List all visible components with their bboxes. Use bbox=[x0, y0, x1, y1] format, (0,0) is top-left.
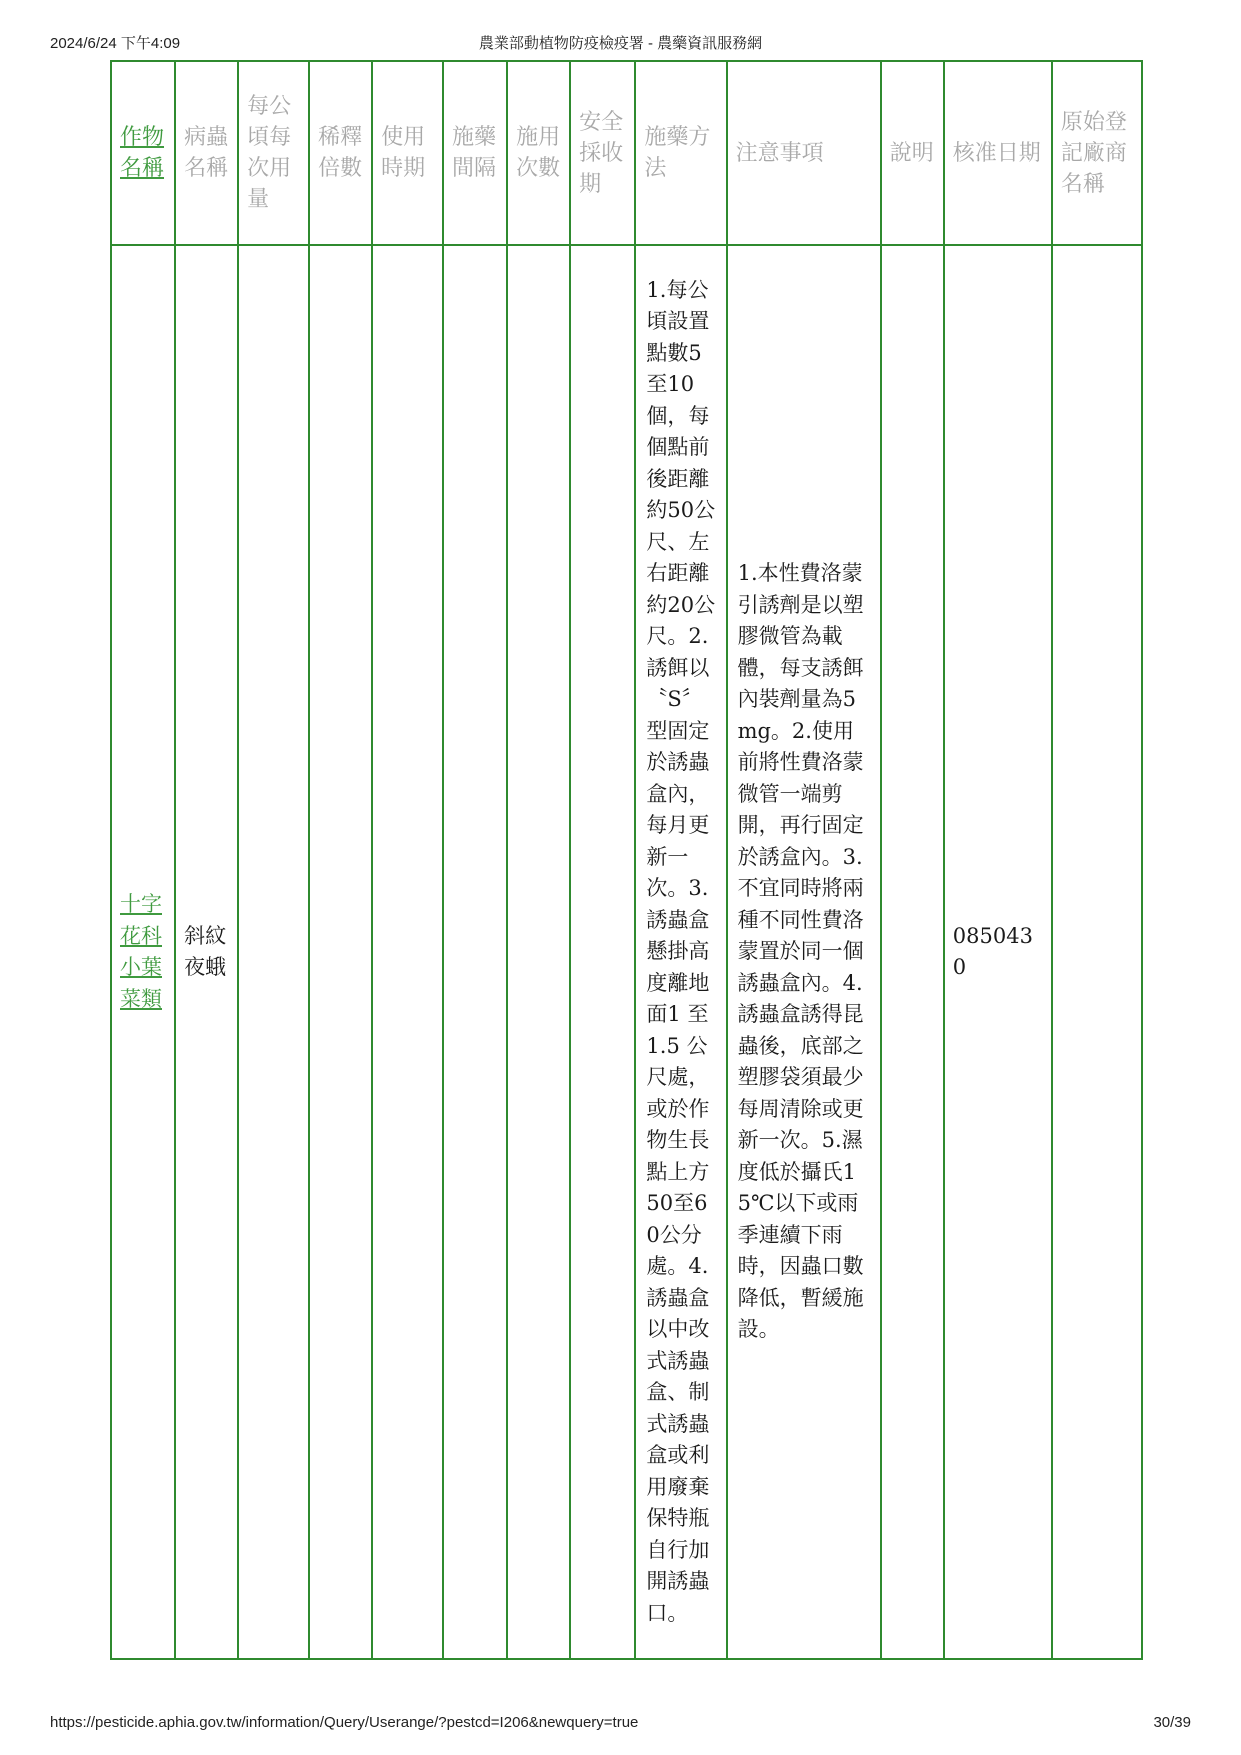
table-row bbox=[111, 245, 1142, 1659]
column-header-interval: 施藥間隔 bbox=[443, 61, 507, 245]
column-header-dose: 每公頃每次用量 bbox=[238, 61, 309, 245]
cell-interval bbox=[443, 245, 507, 1659]
table-header-row bbox=[111, 61, 1142, 245]
column-header-registrant: 原始登記廠商名稱 bbox=[1052, 61, 1142, 245]
cell-notes: 1.本性費洛蒙引誘劑是以塑膠微管為載體，每支誘餌內裝劑量為5mg。2.使用前將性費洛蒙微管一端剪開，再行固定於誘盒內。3.不宜同時將兩種不同性費洛蒙置於同一個誘蟲盒內。4.誘蟲盒誘得昆蟲後，底部之塑膠袋須最少每周清除或更新一次。5.濕度低於攝氏15℃以下或雨季連續下雨時，因蟲口數降低，暫緩施設。 bbox=[727, 245, 881, 1659]
column-header-crop-name[interactable]: 作物名稱 bbox=[111, 61, 175, 245]
column-header-dilution: 稀釋倍數 bbox=[309, 61, 372, 245]
column-header-approval-date: 核准日期 bbox=[944, 61, 1052, 245]
cell-approval-date: 0850430 bbox=[944, 245, 1052, 1659]
column-header-pest-name: 病蟲名稱 bbox=[175, 61, 238, 245]
page-url: https://pesticide.aphia.gov.tw/information/Query/Userange/?pestcd=I206&newquery=true bbox=[50, 1714, 639, 1731]
pesticide-usage-table bbox=[110, 60, 1143, 1660]
cell-pest-name: 斜紋夜蛾 bbox=[175, 245, 238, 1659]
cell-registrant bbox=[1052, 245, 1142, 1659]
cell-dilution bbox=[309, 245, 372, 1659]
cell-description bbox=[881, 245, 944, 1659]
cell-method: 1.每公頃設置點數5至10個，每個點前後距離約50公尺、左右距離約20公尺。2.誘餌以〝S〞型固定於誘蟲盒內，每月更新一次。3.誘蟲盒懸掛高度離地面1 至1.5 公尺處，或於作物生長點上方50至60公分處。4.誘蟲盒以中改式誘蟲盒、制式誘蟲盒或利用廢棄保特瓶自行加開誘蟲口。 bbox=[635, 245, 726, 1659]
column-header-safe-harvest: 安全採收期 bbox=[570, 61, 635, 245]
column-header-times: 施用次數 bbox=[507, 61, 570, 245]
column-header-usage-period: 使用時期 bbox=[372, 61, 443, 245]
column-header-method: 施藥方法 bbox=[635, 61, 726, 245]
column-header-description: 說明 bbox=[881, 61, 944, 245]
cell-crop-name bbox=[111, 245, 175, 1659]
cell-usage-period bbox=[372, 245, 443, 1659]
cell-times bbox=[507, 245, 570, 1659]
print-footer bbox=[50, 1714, 1191, 1738]
page-number: 30/39 bbox=[1153, 1714, 1191, 1731]
site-title: 農業部動植物防疫檢疫署 - 農藥資訊服務網 bbox=[478, 35, 763, 52]
print-header bbox=[50, 32, 1191, 56]
cell-safe-harvest bbox=[570, 245, 635, 1659]
cell-dose bbox=[238, 245, 309, 1659]
column-header-notes: 注意事項 bbox=[727, 61, 881, 245]
print-datetime: 2024/6/24 下午4:09 bbox=[50, 35, 181, 52]
crop-name-link[interactable]: 十字花科小葉菜類 bbox=[120, 892, 162, 1011]
